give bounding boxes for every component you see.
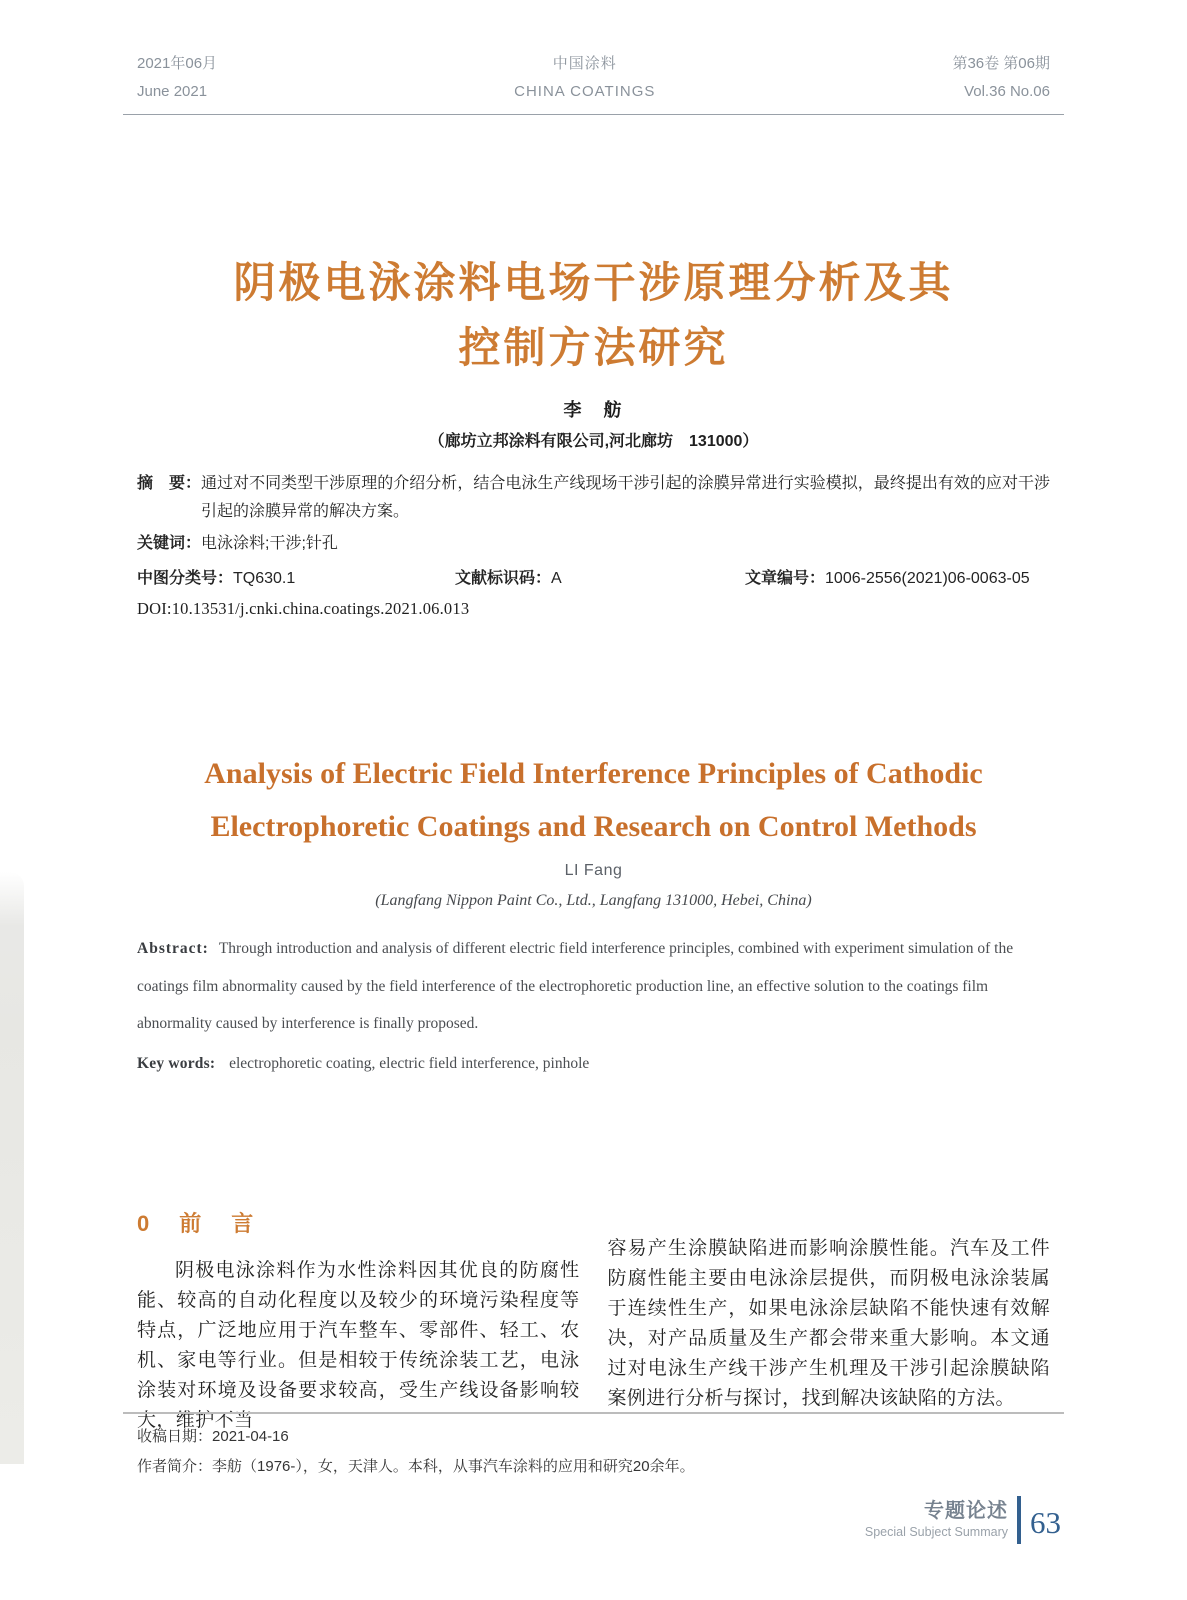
page-footer xyxy=(865,1496,1061,1544)
page-number: 63 xyxy=(1030,1505,1061,1540)
keywords-text-en: electrophoretic coating, electric field interference, pinhole xyxy=(229,1054,590,1072)
article-id-label: 文章编号： xyxy=(745,570,826,588)
body-column-left xyxy=(137,1200,580,1436)
keywords-label-en: Key words: xyxy=(137,1054,216,1072)
journal-issue xyxy=(952,50,1050,106)
body-column-right xyxy=(608,1200,1051,1436)
classification-row xyxy=(137,566,1050,592)
clc-label: 中图分类号： xyxy=(137,570,234,588)
article-id-cell xyxy=(745,566,1050,592)
clc-cell xyxy=(137,566,455,592)
column-title xyxy=(865,1499,1017,1542)
article-title-en-line1: Analysis of Electric Field Interference Principles of Cathodic xyxy=(204,757,983,790)
keywords-text-cn: 电泳涂料;干涉;针孔 xyxy=(201,535,338,553)
header-date xyxy=(137,50,217,106)
journal-header xyxy=(123,50,1064,115)
author-bio-label: 作者简介： xyxy=(137,1458,213,1475)
author-bio-text: 李舫（1976-），女，天津人。本科，从事汽车涂料的应用和研究20余年。 xyxy=(212,1458,695,1475)
abstract-label-cn: 摘 要： xyxy=(137,475,202,492)
doc-code-label: 文献标识码： xyxy=(455,570,552,588)
intro-paragraph-right: 容易产生涂膜缺陷进而影响涂膜性能。汽车及工件防腐性能主要由电泳涂层提供，而阴极电泳涂装属于连续性生产，如果电泳涂层缺陷不能快速有效解决，对产品质量及生产都会带来重大影响。本文通过对电泳生产线干涉产生机理及干涉引起涂膜缺陷案例进行分析与探讨，找到解决该缺陷的方法。 xyxy=(607,1238,1050,1409)
article-title-cn-line1: 阴极电泳涂料电场干涉原理分析及其 xyxy=(233,259,954,306)
abstract-row-cn xyxy=(137,470,1050,525)
journal-name-en: CHINA COATINGS xyxy=(514,82,656,100)
doc-code-cell xyxy=(455,566,745,592)
intro-paragraph-left: 阴极电泳涂料作为水性涂料因其优良的防腐性能、较高的自动化程度以及较少的环境污染程度等特点，广泛地应用于汽车整车、零部件、轻工、农机、家电等行业。但是相较于传统涂装工艺，电泳涂装对环境及设备要求较高，受生产线设备影响较大，维护不当 xyxy=(137,1260,580,1431)
article-title-en-line2: Electrophoretic Coatings and Research on Control Methods xyxy=(210,809,977,843)
affiliation-en: (Langfang Nippon Paint Co., Ltd., Langfang 131000, Hebei, China) xyxy=(375,892,812,909)
clc-value: TQ630.1 xyxy=(233,570,296,588)
received-date-label: 收稿日期： xyxy=(137,1428,213,1445)
doc-code-value: A xyxy=(551,570,562,588)
affiliation-cn: （廊坊立邦涂料有限公司,河北廊坊 131000） xyxy=(428,433,759,450)
journal-issue-en: Vol.36 No.06 xyxy=(964,82,1050,100)
article-title-en xyxy=(123,748,1064,853)
keywords-row-en xyxy=(137,1049,1050,1078)
author-name-en: LI Fang xyxy=(564,862,623,879)
header-date-en: June 2021 xyxy=(137,82,208,100)
article-id-value: 1006-2556(2021)06-0063-05 xyxy=(825,570,1030,588)
column-title-en: Special Subject Summary xyxy=(864,1524,1008,1539)
abstract-label-en: Abstract: xyxy=(137,940,209,957)
journal-issue-cn: 第36卷 第06期 xyxy=(952,55,1050,72)
journal-name-cn: 中国涂料 xyxy=(552,55,617,72)
received-date-value: 2021-04-16 xyxy=(212,1428,289,1445)
footnote-block xyxy=(123,1412,1064,1482)
journal-name xyxy=(514,50,655,106)
author-bio-line xyxy=(137,1452,1050,1482)
article-body xyxy=(123,1200,1064,1436)
abstract-text-cn: 通过对不同类型干涉原理的介绍分析，结合电泳生产线现场干涉引起的涂膜异常进行实验模拟，最终提出有效的应对干涉引起的涂膜异常的解决方案。 xyxy=(201,475,1050,520)
column-title-cn: 专题论述 xyxy=(924,1499,1008,1522)
keywords-label-cn: 关键词： xyxy=(137,535,202,553)
keywords-row-cn xyxy=(137,530,1050,557)
abstract-text-en: Through introduction and analysis of different electric field interference principles, combined with experiment simulation of the coatings film abnormality caused by the field interference of the electrophoretic production line, an effective solution to the coatings film abnormality caused by interference is finally proposed. xyxy=(137,940,1014,1032)
abstract-block-cn xyxy=(123,470,1064,619)
scan-shadow-artifact xyxy=(0,872,24,1464)
header-date-cn: 2021年06月 xyxy=(137,55,218,72)
author-name-cn: 李 舫 xyxy=(563,400,624,420)
abstract-row-en xyxy=(137,930,1050,1043)
section-heading-intro: 0 前 言 xyxy=(137,1211,258,1236)
doi-line: DOI:10.13531/j.cnki.china.coatings.2021.06.013 xyxy=(137,598,470,618)
abstract-block-en xyxy=(123,930,1064,1078)
received-date-line xyxy=(137,1422,1050,1452)
article-title-cn-line2: 控制方法研究 xyxy=(458,324,729,372)
article-title-cn xyxy=(123,250,1064,380)
